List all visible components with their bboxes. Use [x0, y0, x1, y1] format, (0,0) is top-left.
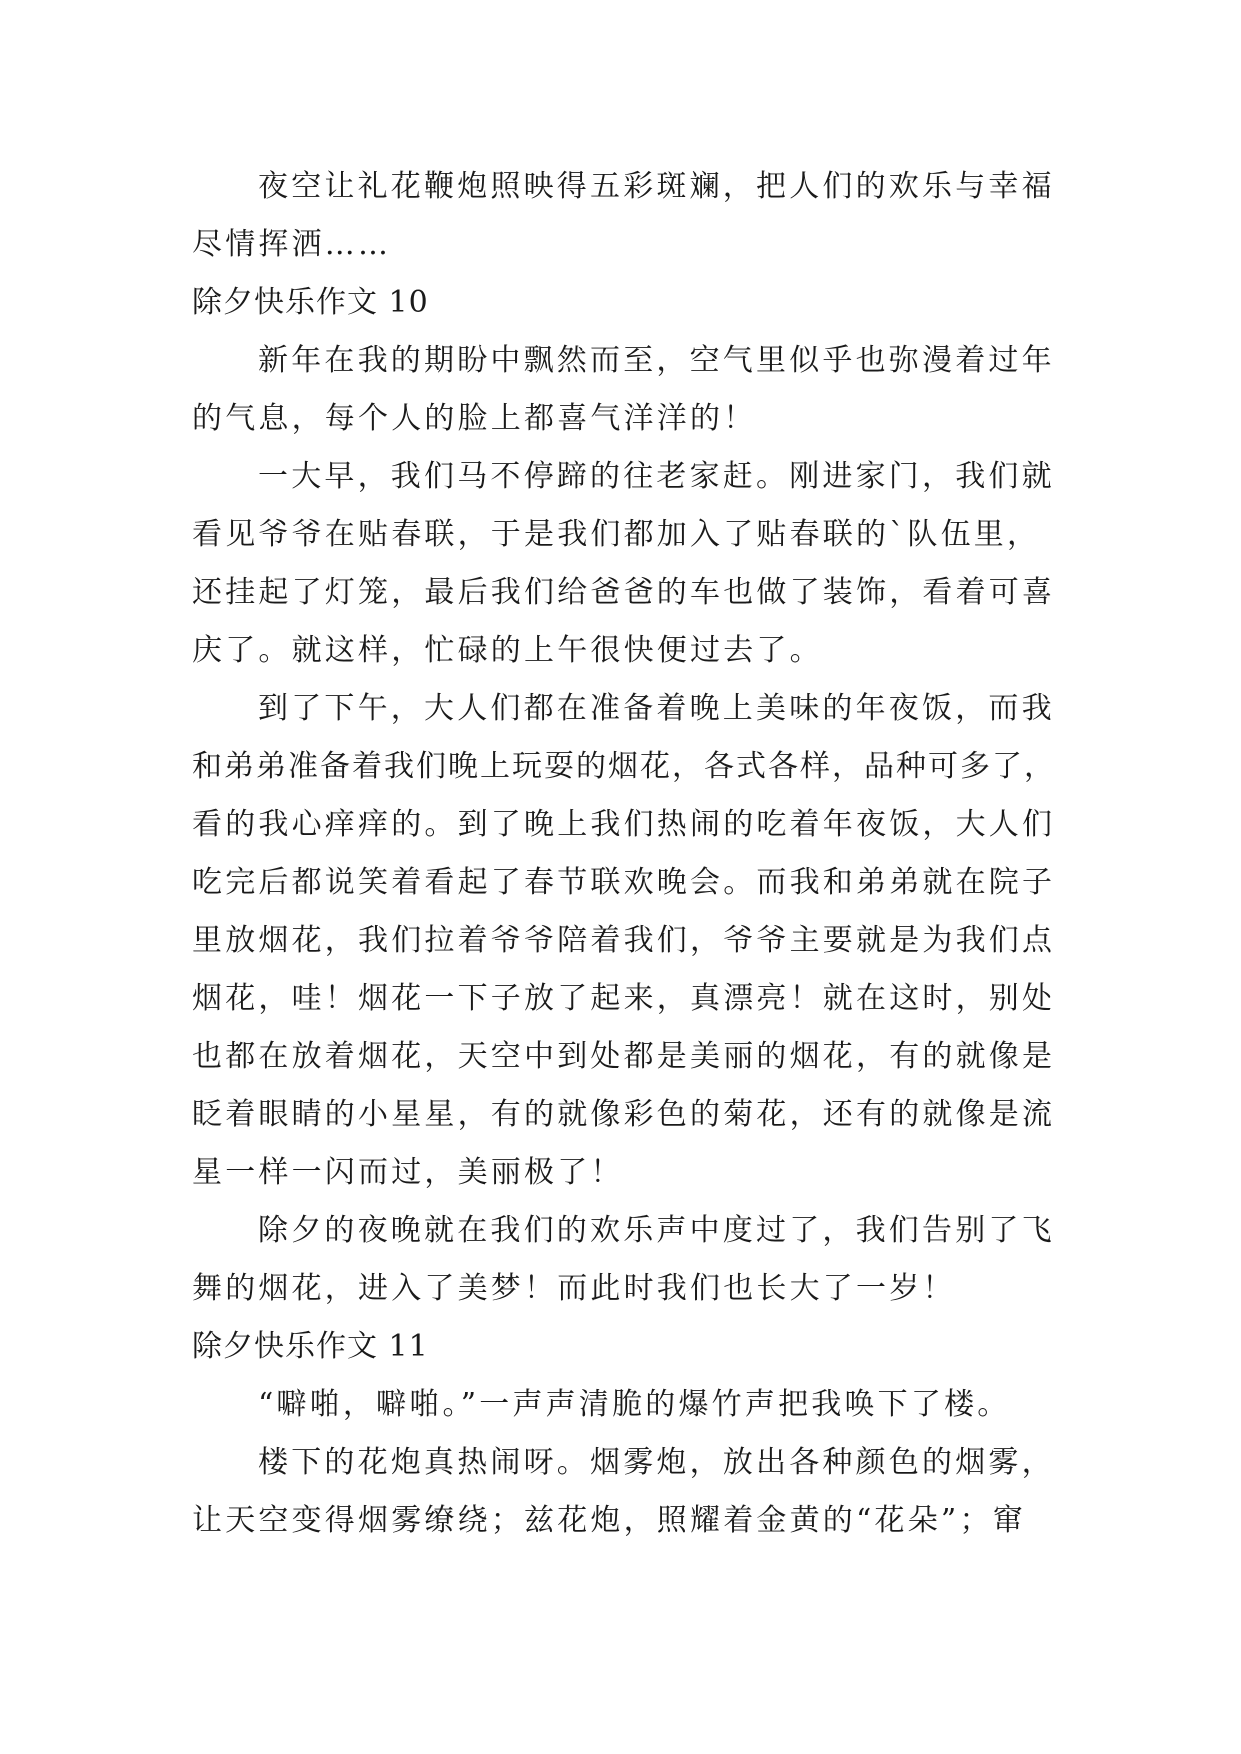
text-line: 和弟弟准备着我们晚上玩耍的烟花，各式各样，品种可多了， — [192, 749, 1056, 784]
text-line: 到了下午，大人们都在准备着晚上美味的年夜饭，而我 — [258, 691, 1055, 726]
text-line: 尽情挥洒…… — [192, 227, 392, 262]
text-line: 楼下的花炮真热闹呀。烟雾炮，放出各种颜色的烟雾， — [258, 1445, 1055, 1480]
section-heading: 除夕快乐作文 11 — [192, 1329, 429, 1364]
text-line: 也都在放着烟花，天空中到处都是美丽的烟花，有的就像是 — [192, 1039, 1056, 1074]
document-body — [192, 158, 1058, 1550]
text-line: 烟花，哇！烟花一下子放了起来，真漂亮！就在这时，别处 — [192, 981, 1056, 1016]
text-line: 庆了。就这样，忙碌的上午很快便过去了。 — [192, 633, 823, 668]
text-line: 里放烟花，我们拉着爷爷陪着我们，爷爷主要就是为我们点 — [192, 923, 1056, 958]
text-line: 眨着眼睛的小星星，有的就像彩色的菊花，还有的就像是流 — [192, 1097, 1056, 1132]
text-line: 看见爷爷在贴春联，于是我们都加入了贴春联的`队伍里， — [192, 517, 1041, 552]
section-heading: 除夕快乐作文 10 — [192, 285, 429, 320]
text-line: 舞的烟花，进入了美梦！而此时我们也长大了一岁！ — [192, 1271, 956, 1306]
text-line: 看的我心痒痒的。到了晚上我们热闹的吃着年夜饭，大人们 — [192, 807, 1056, 842]
text-line: 的气息，每个人的脸上都喜气洋洋的！ — [192, 401, 757, 436]
text-line: 夜空让礼花鞭炮照映得五彩斑斓，把人们的欢乐与幸福 — [258, 169, 1055, 204]
text-line: 还挂起了灯笼，最后我们给爸爸的车也做了装饰，看着可喜 — [192, 575, 1056, 610]
text-line: 吃完后都说笑着看起了春节联欢晚会。而我和弟弟就在院子 — [192, 865, 1056, 900]
text-line: 新年在我的期盼中飘然而至，空气里似乎也弥漫着过年 — [258, 343, 1055, 378]
text-line: 除夕的夜晚就在我们的欢乐声中度过了，我们告别了飞 — [258, 1213, 1055, 1248]
text-line: “噼啪，噼啪。”一声声清脆的爆竹声把我唤下了楼。 — [258, 1387, 1011, 1422]
text-line: 一大早，我们马不停蹄的往老家赶。刚进家门，我们就 — [258, 459, 1055, 494]
text-line: 星一样一闪而过，美丽极了！ — [192, 1155, 624, 1190]
text-line: 让天空变得烟雾缭绕；兹花炮，照耀着金黄的“花朵”；窜 — [192, 1503, 1026, 1538]
